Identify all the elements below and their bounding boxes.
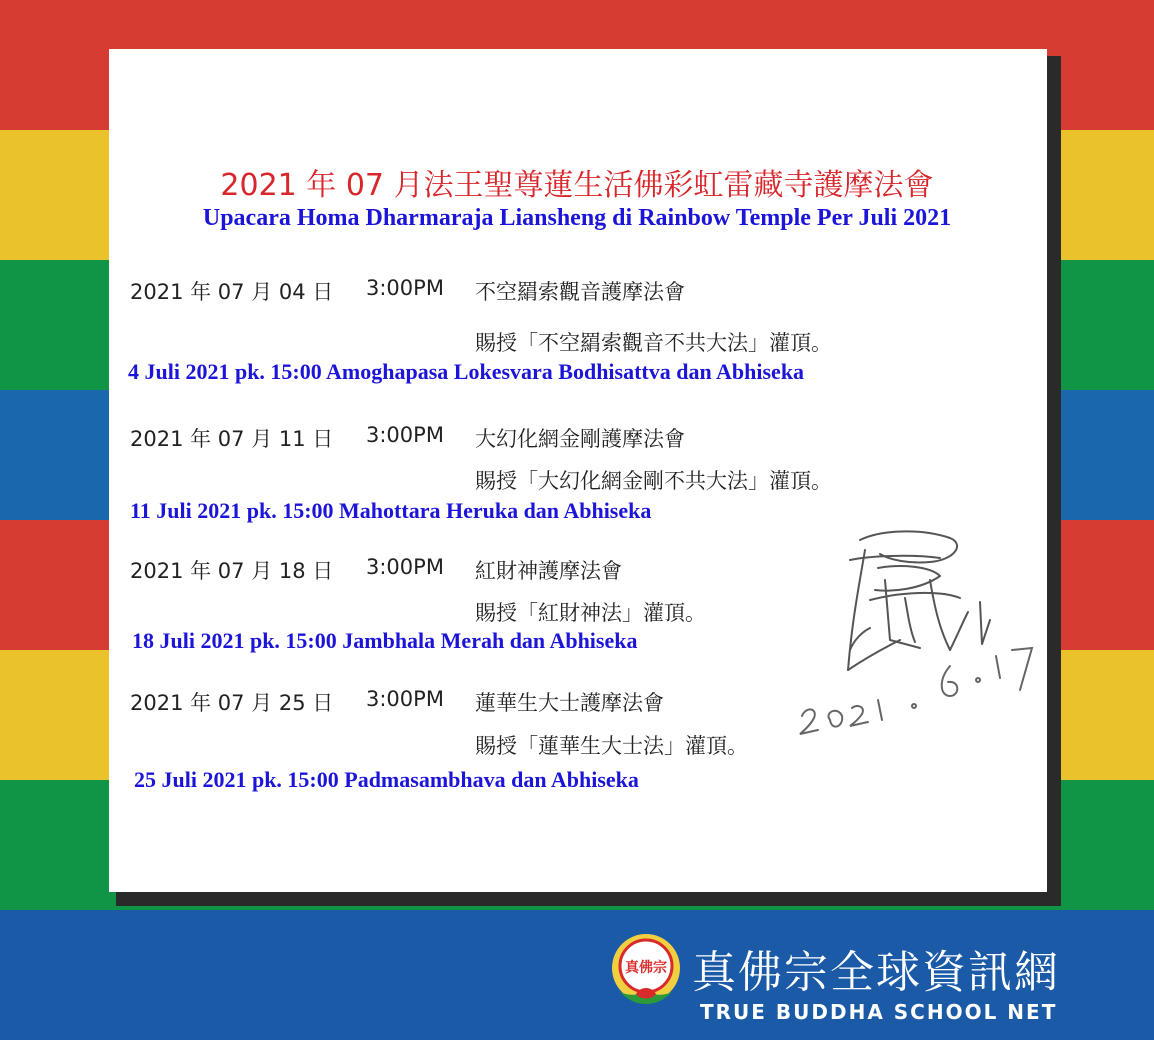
event-1-zh-event: 不空羂索觀音護摩法會 [475,280,685,304]
event-2-zh-grant: 賜授「大幻化網金剛不共大法」灌頂。 [475,469,832,493]
event-3-zh-date: 2021 年 07 月 18 日 [130,559,334,583]
brand-chinese-name: 真佛宗全球資訊網 [692,947,1060,998]
event-2-zh-date: 2021 年 07 月 11 日 [130,427,334,451]
event-2-zh-event: 大幻化網金剛護摩法會 [475,427,685,451]
event-4-zh-time: 3:00PM [366,687,444,711]
logo-text: 真佛宗 [625,960,667,976]
event-1-id-line: 4 Juli 2021 pk. 15:00 Amoghapasa Lokesvara Bodhisattva dan Abhiseka [128,359,805,384]
event-3-zh-event: 紅財神護摩法會 [475,559,622,583]
event-4-zh-grant: 賜授「蓮華生大士法」灌頂。 [475,734,748,758]
event-3-zh-time: 3:00PM [366,555,444,579]
event-4-id-line: 25 Juli 2021 pk. 15:00 Padmasambhava dan Abhiseka [134,767,639,792]
event-3-id-line: 18 Juli 2021 pk. 15:00 Jambhala Merah dan Abhiseka [132,628,638,653]
event-4-zh-event: 蓮華生大士護摩法會 [475,691,664,715]
event-1-zh-date: 2021 年 07 月 04 日 [130,280,334,304]
brand-english-name: TRUE BUDDHA SCHOOL NET [700,1000,1058,1024]
event-1-zh-time: 3:00PM [366,276,444,300]
event-2-id-line: 11 Juli 2021 pk. 15:00 Mahottara Heruka dan Abhiseka [130,498,652,523]
chinese-title: 2021 年 07 月法王聖尊蓮生活佛彩虹雷藏寺護摩法會 [220,168,934,203]
event-3-zh-grant: 賜授「紅財神法」灌頂。 [475,601,706,625]
true-buddha-school-logo-icon [606,930,686,1010]
indonesian-title: Upacara Homa Dharmaraja Liansheng di Rainbow Temple Per Juli 2021 [202,205,952,231]
event-4-zh-date: 2021 年 07 月 25 日 [130,691,334,715]
handwritten-signature [790,520,1050,750]
event-2-zh-time: 3:00PM [366,423,444,447]
event-1-zh-grant: 賜授「不空羂索觀音不共大法」灌頂。 [475,331,832,355]
